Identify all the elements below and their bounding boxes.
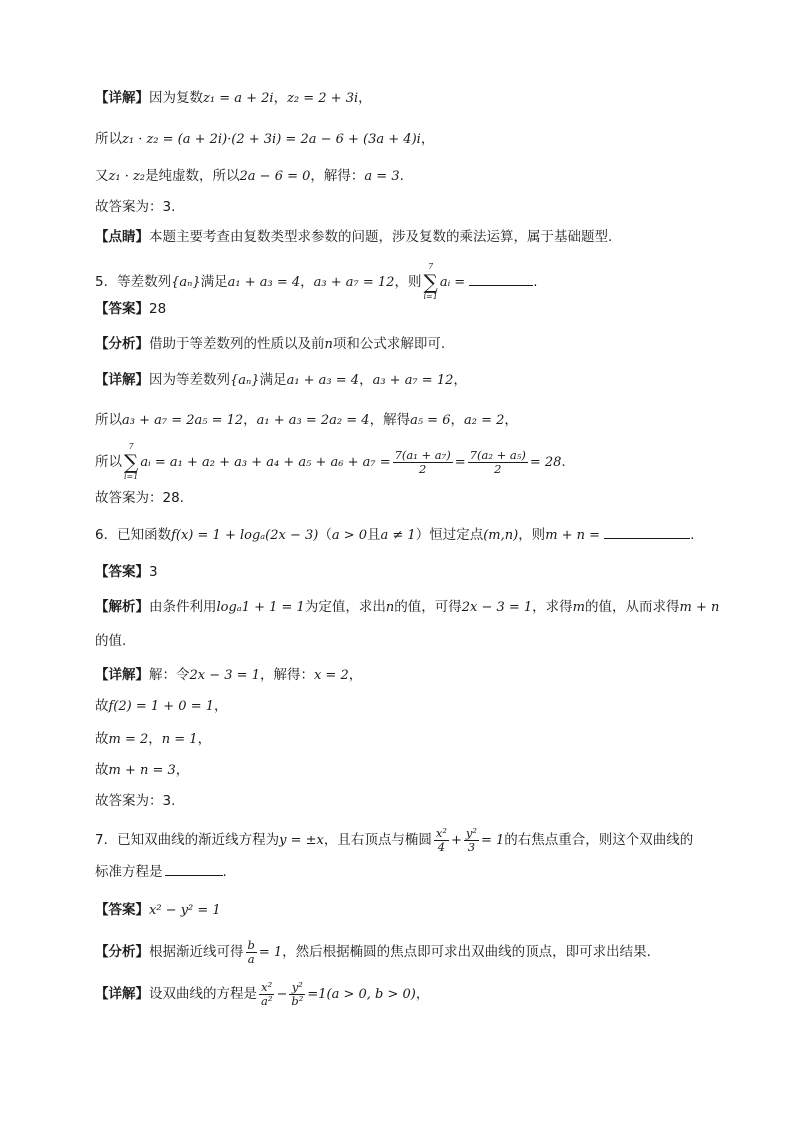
text: . [690,527,695,543]
text: （ [318,527,332,543]
text: 7．已知双曲线的渐近线方程为 [95,832,280,848]
text: 所以 [95,131,122,147]
detail-tag: 【详解】 [95,667,149,683]
math: z₁ = a + 2i [203,91,274,106]
numerator: y² [465,825,477,840]
math: a₅ = 6 [410,413,451,428]
math: 2a − 6 = 0 [239,169,311,184]
math: logₐ1 + 1 = 1 [216,600,305,615]
text: . [222,864,227,880]
denominator: 3 [467,839,476,854]
line-2 [95,129,434,150]
text: ，且右顶点与椭圆 [323,832,432,848]
text: 标准方程是 [95,864,163,880]
sum-lower: i=1 [423,292,438,301]
math: m = 2 [108,732,149,747]
math: = 1 [258,945,283,960]
line-3 [95,166,404,187]
text: 故 [95,762,109,778]
math: = 1 [480,833,505,848]
text: ， [273,90,288,106]
text: 是纯虚数，所以 [145,168,240,184]
text: ， [415,986,430,1002]
sum-upper: 7 [128,442,134,451]
math: a > 0 [331,528,368,543]
sum-symbol: 7 ∑ i=1 [423,262,438,301]
math: f(2) = 1 + 0 = 1 [108,699,215,714]
math: n [385,600,395,615]
text: 本题主要考查由复数类型求参数的问题，涉及复数的乘法运算，属于基础题型. [149,229,613,245]
text: ，解得 [369,412,411,428]
line-solution-6 [95,597,719,618]
denominator: b² [291,993,304,1008]
remark-tag: 【点睛】 [95,229,149,245]
line-12 [95,488,184,508]
math: a = 3 [364,169,400,184]
math: 2x − 3 = 1 [189,668,260,683]
text: 因为复数 [149,90,203,106]
math: f(x) = 1 + logₐ(2x − 3) [171,528,319,543]
math: n = 1 [161,732,198,747]
text: 故答案为：3. [95,793,176,809]
math: m + n = 3 [108,763,176,778]
math: a₁ + a₃ = 2a₂ = 4 [256,413,370,428]
math: = [454,455,466,470]
math: + [450,833,462,848]
text: 设双曲线的方程是 [149,986,257,1002]
line-analysis-5 [95,334,445,355]
math: =1(a > 0, b > 0) [307,987,416,1002]
numerator: b [247,937,255,952]
fraction [464,827,479,854]
line-analysis-7 [95,934,651,971]
fraction [246,939,257,966]
numerator: x² [259,981,274,995]
text: 故 [95,698,109,714]
text: 故答案为：28. [95,490,184,506]
numerator: y² [289,981,305,995]
text: 的值，从而求得 [585,599,680,615]
text: ， [300,274,314,290]
answer-blank [165,863,223,876]
fraction [434,827,449,854]
sum-lower: i=1 [124,472,139,481]
detail-tag: 【详解】 [95,986,149,1002]
analysis-tag: 【分析】 [95,944,149,960]
math: = 28 [529,455,562,470]
text: 满足 [200,274,228,290]
math: a₂ = 2 [463,413,505,428]
text: ， [450,412,464,428]
text: ， [420,131,435,147]
line-1 [95,88,372,109]
answer-tag: 【答案】 [95,902,149,918]
math: m [572,600,585,615]
math: {aₙ} [171,275,201,290]
line-5 [95,227,612,247]
text: ， [358,90,372,106]
text: ， [175,762,190,778]
text: ， [504,412,518,428]
question-6 [95,525,694,546]
text: ， [453,372,467,388]
text: ， [197,731,212,747]
text: 为定值，求出 [304,599,386,615]
text: ）恒过定点 [415,527,484,543]
text: 且 [367,527,381,543]
text: 28 [149,301,167,317]
math: − [276,987,288,1002]
text: 由条件利用 [149,599,217,615]
text: ， [243,412,257,428]
text: 满足 [259,372,287,388]
text: . [561,454,566,470]
denominator: 4 [437,839,446,854]
math: a ≠ 1 [380,528,416,543]
text: . [533,274,538,290]
math: a₁ + a₃ = 4 [227,275,301,290]
text: 3 [149,564,158,580]
text: ， [214,698,228,714]
math: x² − y² = 1 [149,903,221,918]
solution-tag: 【解析】 [95,599,149,615]
question-5 [95,262,538,302]
line-4 [95,197,175,217]
text: ，解得： [310,168,365,184]
text: ， [148,731,162,747]
detail-tag: 【详解】 [95,90,149,106]
fraction [289,981,305,1008]
numerator: x² [435,825,447,840]
math: a₃ + a₇ = 12 [313,275,395,290]
line-16 [95,631,126,651]
text: ，解得： [259,667,314,683]
math: z₁ · z₂ [108,169,146,184]
text: ，则 [518,527,546,543]
line-23 [95,862,227,882]
text: ， [348,667,363,683]
math: z₁ · z₂ = (a + 2i)·(2 + 3i) = 2a − 6 + (3a + 4)i [122,132,421,147]
line-answer-5 [95,299,166,319]
question-7 [95,822,693,859]
text: 的值. [95,633,127,649]
math: {aₙ} [230,373,260,388]
math: a₃ + a₇ = 2a₅ = 12 [122,413,244,428]
text: 所以 [95,412,122,428]
line-answer-7 [95,900,221,921]
math: n [324,337,333,352]
line-18 [95,696,228,717]
line-11 [95,442,566,482]
text: 因为等差数列 [149,372,230,388]
fraction [259,981,274,1008]
text: ，然后根据椭圆的焦点即可求出双曲线的顶点，即可求出结果. [282,944,651,960]
fraction [393,449,453,476]
sum-upper: 7 [428,262,434,271]
math: m + n [679,600,720,615]
math: z₂ = 2 + 3i [287,91,359,106]
line-21 [95,791,175,811]
line-19 [95,729,211,750]
text: 的值，可得 [394,599,462,615]
text: ，则 [394,274,422,290]
math: m + n = [545,528,601,543]
answer-blank [469,273,533,286]
line-detail-7 [95,976,429,1013]
math: a₃ + a₇ = 12 [372,373,454,388]
denominator: a² [261,993,273,1008]
text: ， [359,372,373,388]
math: aᵢ = a₁ + a₂ + a₃ + a₄ + a₅ + a₆ + a₇ = [140,455,391,470]
denominator: 2 [419,461,427,476]
numerator: 7(a₁ + a₇) [394,447,451,462]
detail-tag: 【详解】 [95,372,149,388]
math: a₁ + a₃ = 4 [286,373,360,388]
math: y = ±x [279,833,324,848]
text: 故答案为：3. [95,199,176,215]
text: 所以 [95,454,122,470]
text: 解：令 [149,667,190,683]
line-detail-5 [95,370,467,391]
text: 借助于等差数列的性质以及前 [149,336,325,352]
answer-tag: 【答案】 [95,301,149,317]
line-answer-6 [95,562,158,582]
text: 故 [95,731,109,747]
text: . [399,168,404,184]
analysis-tag: 【分析】 [95,336,149,352]
math: (m,n) [483,528,519,543]
text: 根据渐近线可得 [149,944,244,960]
math: 2x − 3 = 1 [461,600,533,615]
answer-tag: 【答案】 [95,564,149,580]
text: ，求得 [532,599,573,615]
text: 6．已知函数 [95,527,172,543]
denominator: 2 [494,461,502,476]
math: x = 2 [313,668,349,683]
line-10 [95,410,518,431]
math: aᵢ = [439,275,466,290]
text: 5．等差数列 [95,274,172,290]
fraction [468,449,528,476]
text: 又 [95,168,109,184]
denominator: a [247,951,255,966]
sum-symbol: 7 ∑ i=1 [124,442,139,481]
line-20 [95,760,189,781]
line-detail-6 [95,665,362,686]
numerator: 7(a₂ + a₅) [469,447,526,462]
text: 项和公式求解即可. [332,336,446,352]
answer-blank [604,526,690,539]
text: 的右焦点重合，则这个双曲线的 [504,832,694,848]
